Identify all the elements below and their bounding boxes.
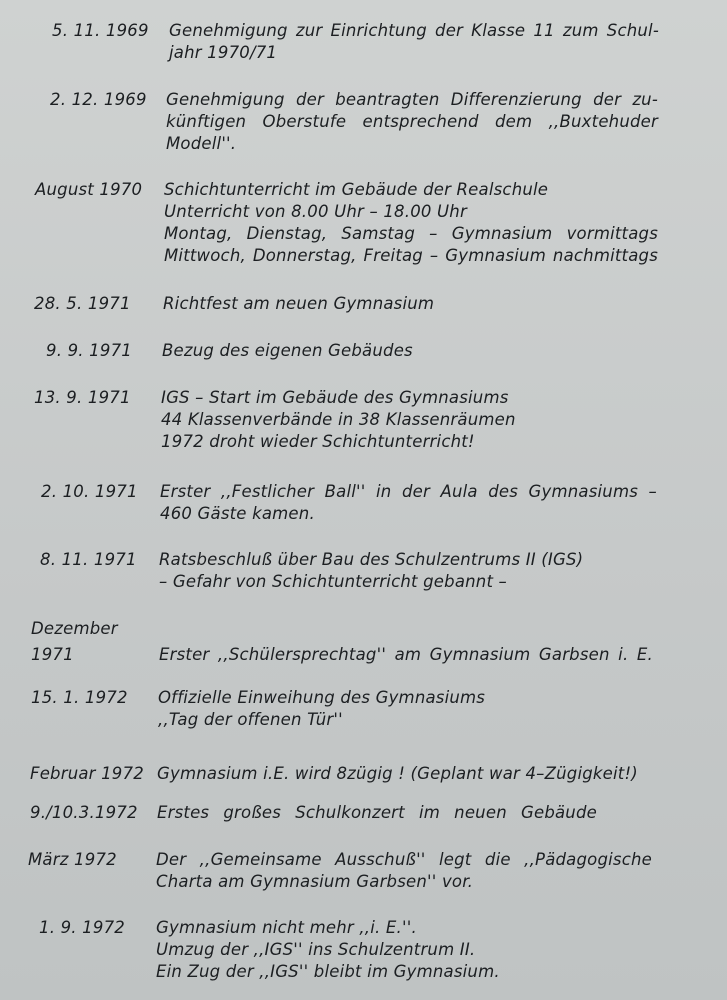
entry-text: [166, 89, 658, 155]
entry-text: [160, 481, 657, 525]
entry-text: [157, 763, 657, 785]
entry-date: Dezember: [31, 619, 118, 638]
entry-date: 8. 11. 1971: [40, 550, 137, 569]
entry-line: IGS – Start im Gebäude des Gymnasiums: [161, 388, 509, 407]
entry-text: [156, 849, 652, 893]
entry-line: Modell''.: [166, 134, 237, 153]
entry-line: Montag, Dienstag, Samstag – Gymnasium vormittags: [164, 224, 658, 243]
entry-line: Erster ,,Schülersprechtag'' am Gymnasium Garbsen i. E.: [159, 645, 653, 664]
entry-text: [164, 179, 658, 267]
entry-date: August 1970: [35, 180, 143, 199]
entry-line: Unterricht von 8.00 Uhr – 18.00 Uhr: [164, 202, 467, 221]
entry-date: 28. 5. 1971: [34, 294, 131, 313]
entry-date: 9. 9. 1971: [46, 341, 132, 360]
entry-date: März 1972: [28, 850, 117, 869]
entry-line: Gymnasium i.E. wird 8zügig ! (Geplant war 4–Zügigkeit!): [157, 764, 638, 783]
entry-line: Erster ,,Festlicher Ball'' in der Aula des Gymnasiums –: [160, 482, 657, 501]
entry-line: 460 Gäste kamen.: [160, 504, 315, 523]
entry-line: Bezug des eigenen Gebäudes: [162, 341, 413, 360]
entry-date: 1971: [31, 645, 74, 664]
entry-date: 2. 12. 1969: [50, 90, 147, 109]
entry-line: Genehmigung der beantragten Differenzierung der zu-: [166, 90, 658, 109]
entry-text: [159, 644, 653, 666]
entry-line: Charta am Gymnasium Garbsen'' vor.: [156, 872, 474, 891]
entry-line: 1972 droht wieder Schichtunterricht!: [161, 432, 475, 451]
entry-text: [157, 802, 597, 824]
entry-line: Erstes großes Schulkonzert im neuen Gebäude: [157, 803, 597, 822]
entry-line: jahr 1970/71: [169, 43, 278, 62]
entry-line: Umzug der ,,IGS'' ins Schulzentrum II.: [156, 940, 476, 959]
entry-line: Gymnasium nicht mehr ,,i. E.''.: [156, 918, 417, 937]
entry-date: 2. 10. 1971: [41, 482, 138, 501]
entry-text: [163, 293, 657, 315]
entry-line: 44 Klassenverbände in 38 Klassenräumen: [161, 410, 516, 429]
entry-line: Ratsbeschluß über Bau des Schulzentrums II (IGS): [159, 550, 584, 569]
entry-date: 1. 9. 1972: [39, 918, 125, 937]
entry-text: [159, 549, 653, 593]
entry-line: Offizielle Einweihung des Gymnasiums: [158, 688, 486, 707]
entry-text: [162, 340, 656, 362]
entry-line: Der ,,Gemeinsame Ausschuß'' legt die ,,Pädagogische: [156, 850, 652, 869]
entry-text: [169, 20, 659, 64]
entry-text: [161, 387, 655, 453]
entry-date: Februar 1972: [30, 764, 144, 783]
entry-line: Genehmigung zur Einrichtung der Klasse 11 zum Schul-: [169, 21, 659, 40]
entry-text: [156, 917, 650, 983]
entry-text: [158, 687, 652, 731]
entry-date: 13. 9. 1971: [34, 388, 131, 407]
entry-line: Ein Zug der ,,IGS'' bleibt im Gymnasium.: [156, 962, 500, 981]
entry-date: 5. 11. 1969: [52, 21, 149, 40]
entry-line: künftigen Oberstufe entsprechend dem ,,Buxtehuder: [166, 112, 658, 131]
entry-line: Schichtunterricht im Gebäude der Realschule: [164, 180, 549, 199]
entry-date: 9./10.3.1972: [30, 803, 138, 822]
entry-line: Richtfest am neuen Gymnasium: [163, 294, 435, 313]
entry-date: 15. 1. 1972: [31, 688, 128, 707]
entry-line: ,,Tag der offenen Tür'': [158, 710, 343, 729]
entry-line: Mittwoch, Donnerstag, Freitag – Gymnasium nachmittags: [164, 246, 658, 265]
entry-line: – Gefahr von Schichtunterricht gebannt –: [159, 572, 508, 591]
